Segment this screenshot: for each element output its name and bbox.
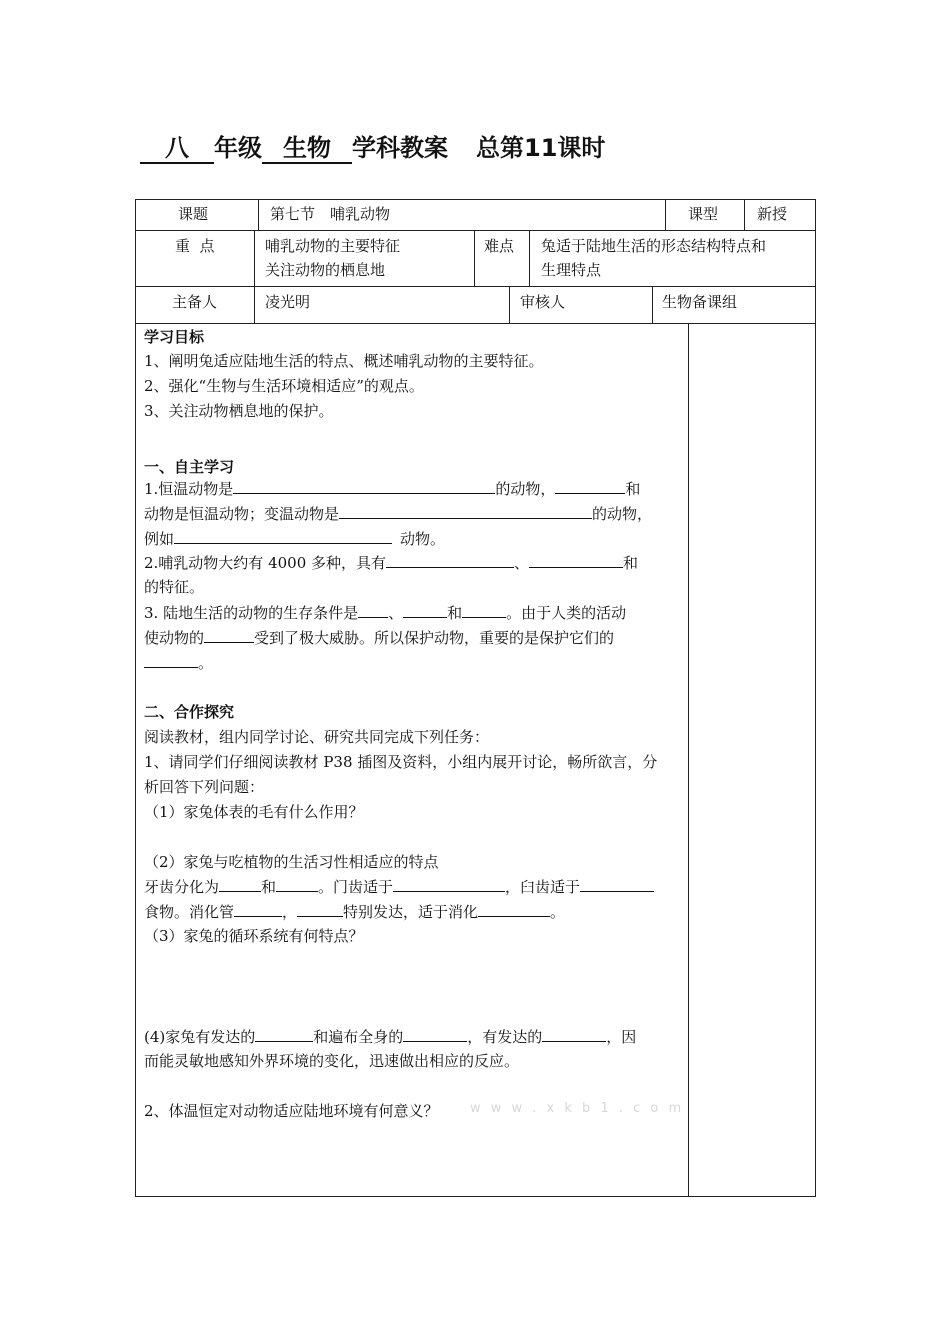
teeth-text-g: 特别发达，适于消化 <box>343 903 479 921</box>
document-title <box>140 134 605 164</box>
grade-suffix: 年级 <box>214 134 262 162</box>
sub4-line1 <box>144 1025 636 1048</box>
q3-text-d: 。由于人类的活动 <box>506 604 627 622</box>
notes-column-divider <box>688 323 689 1197</box>
objective-3: 3、关注动物栖息地的保护。 <box>144 402 334 420</box>
q1-text-d: 动物是恒温动物；变温动物是 <box>144 505 340 523</box>
q2-line2: 的特征。 <box>144 578 205 596</box>
objective-2: 2、强化“生物与生活环境相适应”的观点。 <box>144 377 424 395</box>
lesson-total: 总第11课时 <box>476 134 606 162</box>
teeth-text-d: ，臼齿适于 <box>505 878 581 896</box>
table-border-right <box>815 199 816 1197</box>
intro-text: 阅读教材，组内同学讨论、研究共同完成下列任务： <box>144 728 490 746</box>
q2-text-a: 2.哺乳动物大约有 4000 多种，具有 <box>144 554 387 572</box>
q1-text-e: 的动物， <box>592 505 653 523</box>
q3-blank-2[interactable] <box>403 601 447 618</box>
table-border-left <box>135 199 136 1197</box>
sub-question-1: （1）家兔体表的毛有什么作用？ <box>144 803 364 821</box>
q3-line1 <box>144 601 626 624</box>
q2-text-b: 、 <box>514 554 530 572</box>
q3-line2 <box>144 626 614 649</box>
q2-blank-1[interactable] <box>386 551 514 568</box>
q3-text-a: 3. 陆地生活的动物的生存条件是 <box>144 604 359 622</box>
q1-text-c: 和 <box>625 480 641 498</box>
subject-blank: 生物 <box>262 134 352 164</box>
q1-blank-2[interactable] <box>555 477 625 494</box>
col-divider <box>509 286 510 324</box>
q1-line2 <box>144 502 652 525</box>
task1-line1: 1、请同学们仔细阅读教材 P38 插图及资料，小组内展开讨论，畅所欲言，分 <box>144 753 658 771</box>
col-divider <box>254 230 255 287</box>
teeth-line2 <box>144 900 565 923</box>
reviewer-label: 审核人 <box>520 293 566 311</box>
teeth-text-e: 食物。消化管 <box>144 903 235 921</box>
q3-blank-1[interactable] <box>358 601 388 618</box>
grade-blank: 八 <box>140 134 214 164</box>
q3-text-e: 使动物的 <box>144 629 205 647</box>
watermark: w w w . x k b 1 . c o m <box>470 1101 685 1116</box>
teeth-text-f: ， <box>282 903 298 921</box>
topic-value: 第七节 哺乳动物 <box>270 205 391 223</box>
teeth-blank-7[interactable] <box>478 900 550 917</box>
teeth-blank-5[interactable] <box>234 900 282 917</box>
teeth-blank-4[interactable] <box>580 875 654 892</box>
row-divider <box>135 230 816 231</box>
difficulty-label: 难点 <box>484 237 515 255</box>
sub4-blank-2[interactable] <box>403 1025 467 1042</box>
key-label: 重 点 <box>175 237 215 255</box>
q3-blank-5[interactable] <box>144 651 198 668</box>
q3-text-c: 和 <box>447 604 463 622</box>
subject-suffix: 学科教案 <box>352 134 448 162</box>
sub4-text-d: ，因 <box>606 1028 637 1046</box>
q3-line3 <box>144 651 213 674</box>
q1-blank-3[interactable] <box>339 502 592 519</box>
teeth-blank-1[interactable] <box>219 875 261 892</box>
row-divider <box>135 323 816 324</box>
col-divider <box>474 230 475 287</box>
col-divider <box>665 199 666 231</box>
q1-line3 <box>144 527 445 550</box>
sub4-text-a: (4)家兔有发达的 <box>144 1028 256 1046</box>
objective-1: 1、阐明兔适应陆地生活的特点、概述哺乳动物的主要特征。 <box>144 352 544 370</box>
sub4-text-b: 和遍布全身的 <box>313 1028 404 1046</box>
q3-text-b: 、 <box>388 604 404 622</box>
type-label: 课型 <box>688 205 719 223</box>
reviewer-value: 生物备课组 <box>662 293 738 311</box>
q1-blank-1[interactable] <box>233 477 495 494</box>
q1-text-g: 动物。 <box>400 530 446 548</box>
sub4-text-c: ，有发达的 <box>467 1028 543 1046</box>
sub-question-2: （2）家兔与吃植物的生活习性相适应的特点 <box>144 853 439 871</box>
q1-text-b: 的动物， <box>495 480 556 498</box>
q3-text-f: 受到了极大威胁。所以保护动物，重要的是保护它们的 <box>254 629 615 647</box>
table-border-bottom <box>135 1196 816 1197</box>
type-value: 新授 <box>757 205 788 223</box>
teeth-blank-3[interactable] <box>393 875 505 892</box>
col-divider <box>652 286 653 324</box>
difficulty-line-2: 生理特点 <box>541 261 602 279</box>
task2: 2、体温恒定对动物适应陆地环境有何意义？ <box>144 1102 439 1120</box>
teeth-blank-6[interactable] <box>297 900 343 917</box>
q1-line1 <box>144 477 640 500</box>
preparer-value: 凌光明 <box>265 293 311 311</box>
key-line-1: 哺乳动物的主要特征 <box>265 237 401 255</box>
difficulty-line-1: 兔适于陆地生活的形态结构特点和 <box>541 237 767 255</box>
col-divider <box>254 286 255 324</box>
q3-blank-4[interactable] <box>204 626 254 643</box>
objectives-heading: 学习目标 <box>144 328 205 346</box>
teeth-text-h: 。 <box>550 903 566 921</box>
q1-text-f: 例如 <box>144 530 175 548</box>
teeth-line1 <box>144 875 654 898</box>
q3-text-g: 。 <box>198 654 214 672</box>
q1-text-a: 1.恒温动物是 <box>144 480 234 498</box>
row-divider <box>135 286 816 287</box>
teeth-blank-2[interactable] <box>276 875 318 892</box>
topic-label: 课题 <box>178 205 209 223</box>
section1-heading: 一、自主学习 <box>144 458 235 476</box>
teeth-text-c: 。门齿适于 <box>318 878 394 896</box>
table-border-top <box>135 199 816 200</box>
sub4-blank-3[interactable] <box>542 1025 606 1042</box>
key-line-2: 关注动物的栖息地 <box>265 261 386 279</box>
col-divider <box>744 199 745 231</box>
col-divider <box>529 230 530 287</box>
col-divider <box>258 199 259 231</box>
teeth-text-b: 和 <box>261 878 277 896</box>
teeth-text-a: 牙齿分化为 <box>144 878 220 896</box>
q2-blank-2[interactable] <box>529 551 623 568</box>
task1-line2: 析回答下列问题： <box>144 778 265 796</box>
preparer-label: 主备人 <box>172 293 218 311</box>
sub-question-3: （3）家兔的循环系统有何特点？ <box>144 927 364 945</box>
q2-text-c: 和 <box>623 554 639 572</box>
sub4-line2: 而能灵敏地感知外界环境的变化，迅速做出相应的反应。 <box>144 1052 520 1070</box>
q2-line1 <box>144 551 638 574</box>
q3-blank-3[interactable] <box>462 601 506 618</box>
q1-blank-4[interactable] <box>174 527 392 544</box>
sub4-blank-1[interactable] <box>255 1025 313 1042</box>
section2-heading: 二、合作探究 <box>144 703 235 721</box>
